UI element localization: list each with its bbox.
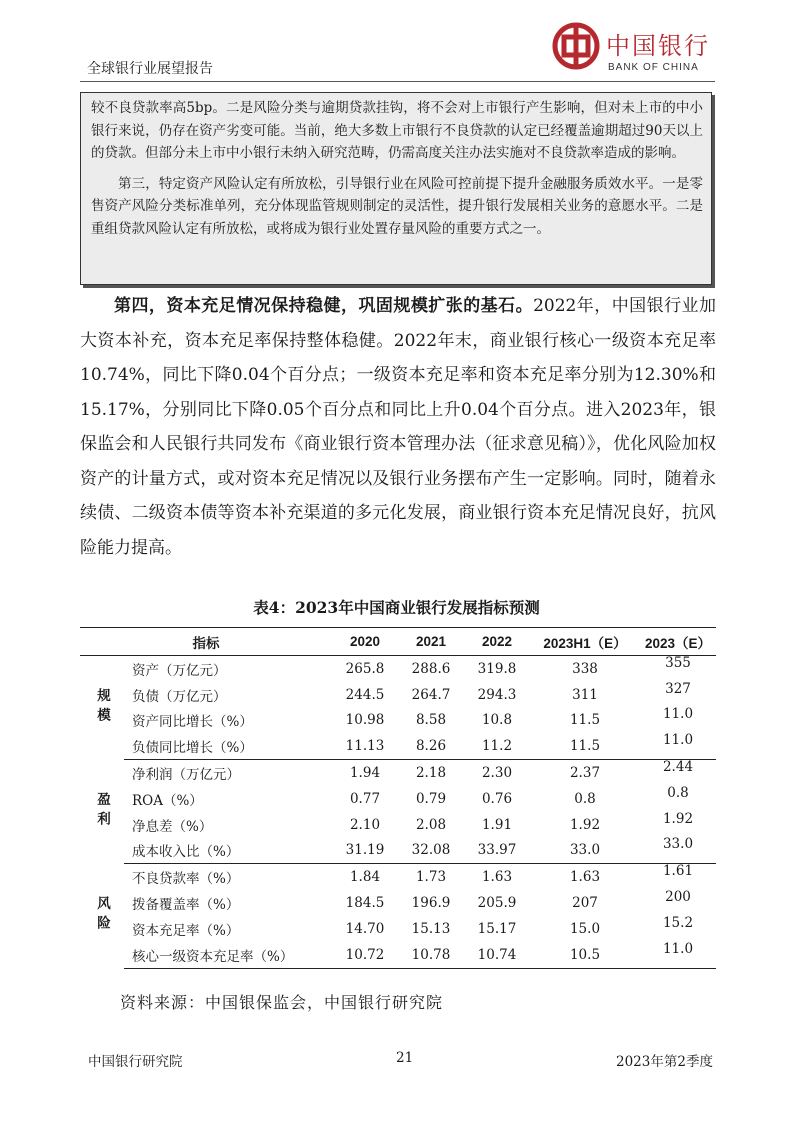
callout-paragraph-1: 较不良贷款率高5bp。二是风险分类与逾期贷款挂钩，将不会对上市银行产生影响，但对未上市的中小银行来说，仍存在资产劣变可能。当前，绝大多数上市银行不良贷款的认定已经覆盖逾期超过90天以上的贷款。但部分未上市中小银行未纳入研究范畴，仍需高度关注办法实施对不良贷款率造成的影响。 [91,100,703,161]
value-2021: 2.08 [415,816,447,833]
value-2023: 355 [665,654,691,671]
category-cell: 规模 [94,688,110,728]
body-paragraph [80,289,716,565]
row-label: 不良贷款率（%） [132,871,240,888]
value-2022: 1.91 [481,816,513,833]
table-row [80,812,716,838]
footer-institute: 中国银行研究院 [88,1054,183,1070]
header-2023: 2023（E） [640,628,716,656]
value-2023: 327 [665,680,691,697]
value-2023: 15.2 [662,914,694,931]
value-2022: 205.9 [477,895,517,912]
category-cell: 盈利 [94,792,110,832]
callout-paragraph-2: 第三，特定资产风险认定有所放松，引导银行业在风险可控前提下提升金融服务质效水平。一是零售资产风险分类标准单列，充分体现监管规则制定的灵活性，提升银行发展相关业务的意愿水平。二是重组贷款风险认定有所放松，或将成为银行业处置存量风险的重要方式之一。 [91,175,703,237]
value-2020: 11.13 [332,733,398,759]
value-2022: 0.76 [481,790,513,807]
value-2021: 8.26 [398,733,464,759]
value-2021: 0.79 [415,790,447,807]
table-row [80,942,716,968]
table-row [80,760,716,786]
value-2022: 294.3 [477,686,517,703]
value-2020: 244.5 [345,686,385,703]
value-2020: 184.5 [345,895,385,912]
value-2021: 10.78 [398,942,464,968]
value-2020: 1.94 [349,765,381,782]
value-2023: 0.8 [667,784,689,801]
row-label: 净息差（%） [132,818,213,835]
indicator-forecast-table [80,627,716,969]
value-2022: 33.97 [464,838,530,864]
value-2021: 288.6 [411,660,451,677]
value-2023h1: 1.63 [569,869,601,886]
header-indicator: 指标 [80,628,332,656]
value-2023h1: 0.8 [574,790,596,807]
row-label: 核心一级资本充足率（%） [124,942,332,968]
value-2020: 14.70 [345,920,385,937]
value-2022: 2.30 [481,765,513,782]
table-row [80,656,716,682]
table-row [80,890,716,916]
value-2020: 0.77 [349,790,381,807]
value-2022: 15.17 [477,920,517,937]
value-2023h1: 311 [572,686,598,703]
header-2022: 2022 [464,628,530,656]
row-label: 负债同比增长（%） [124,733,332,759]
header-2023h1: 2023H1（E） [530,628,640,656]
row-label: 成本收入比（%） [124,838,332,864]
header-2020: 2020 [332,628,398,656]
row-label: 资产（万亿元） [132,662,227,679]
category-cell: 风险 [94,896,110,936]
value-2023h1: 11.5 [530,733,640,759]
logo-english-name: BANK OF CHINA [608,62,699,73]
value-2023: 11.0 [640,727,716,753]
value-2022: 10.8 [481,712,513,729]
value-2020: 31.19 [332,838,398,864]
header-divider [80,81,715,82]
row-label: ROA（%） [132,792,203,809]
value-2022: 11.2 [464,733,530,759]
value-2021: 32.08 [398,838,464,864]
table-row [80,708,716,734]
paragraph-text: 2022年，中国银行业加大资本补充，资本充足率保持整体稳健。2022年末，商业银行核心一级资本充足率10.74%，同比下降0.04个百分点；一级资本充足率和资本充足率分别为12.30%和15.17%，分别同比下降0.05个百分点和同比上升0.04个百分点。进入2023年，银保监会和人民银行共同发布《商业银行资本管理办法（征求意见稿）》，优化风险加权资产的计量方式，或对资本充足情况以及银行业务摆布产生一定影响。同时，随着永续债、二级资本债等资本补充渠道的多元化发展，商业银行资本充足情况良好，抗风险能力提高。 [80,296,717,558]
source-note: 资料来源：中国银保监会，中国银行研究院 [120,993,444,1012]
value-2023h1: 207 [572,895,598,912]
value-2021: 2.18 [415,765,447,782]
value-2023h1: 338 [572,660,598,677]
table-row [80,733,716,759]
value-2023: 1.61 [662,863,694,880]
page-number: 21 [396,1050,414,1066]
bank-of-china-emblem-icon [552,22,600,70]
value-2022: 10.74 [464,942,530,968]
report-title: 全球银行业展望报告 [87,61,213,77]
row-label: 拨备覆盖率（%） [132,897,240,914]
table-row [80,682,716,708]
value-2023h1: 33.0 [530,838,640,864]
value-2023h1: 11.5 [569,712,601,729]
value-2020: 10.98 [345,712,385,729]
row-label: 负债（万亿元） [132,688,227,705]
value-2023: 11.0 [662,706,694,723]
value-2023: 2.44 [662,759,694,776]
table-title: 表4：2023年中国商业银行发展指标预测 [253,598,540,617]
row-label: 资产同比增长（%） [132,714,253,731]
footer-quarter: 2023年第2季度 [616,1054,713,1070]
table-row [80,838,716,864]
value-2023h1: 10.5 [530,942,640,968]
value-2023: 200 [665,889,691,906]
value-2023: 11.0 [640,936,716,962]
value-2020: 10.72 [332,942,398,968]
value-2023h1: 15.0 [569,920,601,937]
table-header-row [80,628,716,656]
row-label: 资本充足率（%） [132,922,240,939]
value-2020: 1.84 [349,869,381,886]
value-2021: 264.7 [411,686,451,703]
table-row [80,786,716,812]
value-2023: 33.0 [640,832,716,858]
table-row [80,916,716,942]
value-2021: 1.73 [415,869,447,886]
logo-chinese-name: 中国银行 [606,32,710,60]
value-2020: 2.10 [349,816,381,833]
paragraph-lead: 第四，资本充足情况保持稳健，巩固规模扩张的基石。 [114,296,534,316]
value-2023h1: 1.92 [569,816,601,833]
value-2021: 196.9 [411,895,451,912]
header-2021: 2021 [398,628,464,656]
value-2022: 319.8 [477,660,517,677]
value-2020: 265.8 [345,660,385,677]
value-2021: 15.13 [411,920,451,937]
value-2023: 1.92 [662,810,694,827]
value-2021: 8.58 [415,712,447,729]
value-2022: 1.63 [481,869,513,886]
value-2023h1: 2.37 [569,765,601,782]
table-row [80,864,716,890]
row-label: 净利润（万亿元） [132,767,240,784]
callout-box [80,92,712,285]
bank-logo [552,20,722,80]
